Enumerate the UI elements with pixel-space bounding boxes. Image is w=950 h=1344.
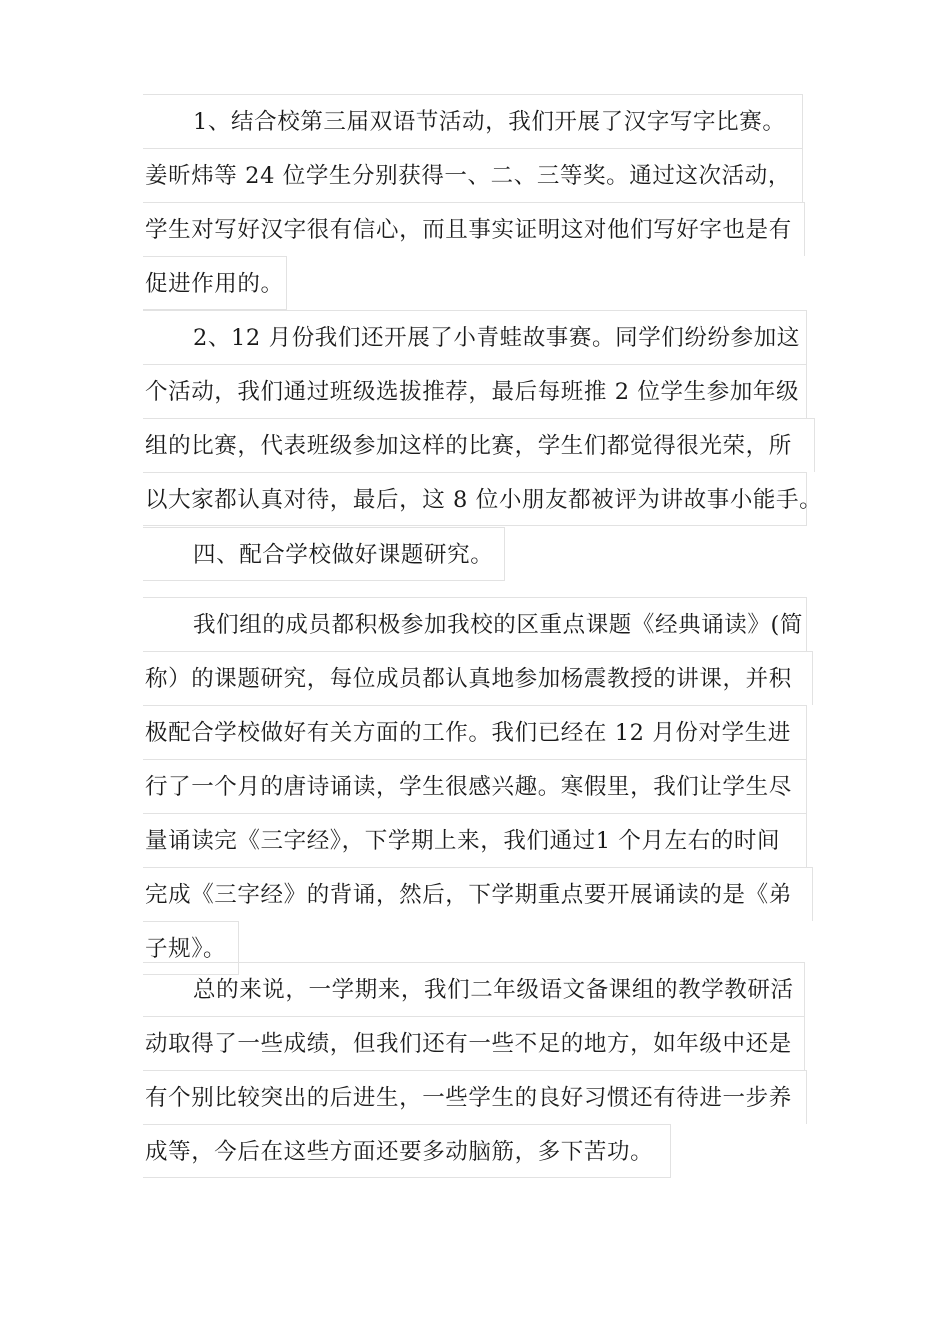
- text-line: 行了一个月的唐诗诵读，学生很感兴趣。寒假里，我们让学生尽: [143, 759, 807, 813]
- text-line: 我们组的成员都积极参加我校的区重点课题《经典诵读》(简: [143, 597, 807, 651]
- text-line: 促进作用的。: [143, 256, 287, 310]
- paragraph-summary: [143, 962, 807, 1178]
- text-line: 2、12 月份我们还开展了小青蛙故事赛。同学们纷纷参加这: [143, 310, 807, 364]
- paragraph-classics-reading: [143, 597, 813, 975]
- text-line: 称）的课题研究，每位成员都认真地参加杨震教授的讲课，并积: [143, 651, 813, 705]
- paragraph-writing-contest: [143, 94, 805, 310]
- text-line: 学生对写好汉字很有信心，而且事实证明这对他们写好字也是有: [143, 202, 805, 256]
- text-line: 以大家都认真对待，最后，这 8 位小朋友都被评为讲故事小能手。: [143, 472, 807, 526]
- text-line: 动取得了一些成绩，但我们还有一些不足的地方，如年级中还是: [143, 1016, 805, 1070]
- text-line: 完成《三字经》的背诵，然后，下学期重点要开展诵读的是《弟: [143, 867, 813, 921]
- text-line: 1、结合校第三届双语节活动，我们开展了汉字写字比赛。: [143, 94, 803, 148]
- text-line: 有个别比较突出的后进生，一些学生的良好习惯还有待进一步养: [143, 1070, 807, 1124]
- paragraph-story-contest: [143, 310, 823, 526]
- text-line: 量诵读完《三字经》，下学期上来，我们通过1 个月左右的时间: [143, 813, 807, 867]
- text-line: 组的比赛，代表班级参加这样的比赛，学生们都觉得很光荣，所: [143, 418, 815, 472]
- text-line: 成等，今后在这些方面还要多动脑筋，多下苦功。: [143, 1124, 671, 1178]
- text-line: 子规》。: [143, 921, 239, 975]
- text-line: 总的来说，一学期来，我们二年级语文备课组的教学教研活: [143, 962, 805, 1016]
- text-line: 个活动，我们通过班级选拔推荐，最后每班推 2 位学生参加年级: [143, 364, 807, 418]
- text-line: 极配合学校做好有关方面的工作。我们已经在 12 月份对学生进: [143, 705, 807, 759]
- text-line: 姜昕炜等 24 位学生分别获得一、二、三等奖。通过这次活动，: [143, 148, 803, 202]
- section-heading-research: [143, 527, 505, 581]
- heading-line: 四、配合学校做好课题研究。: [143, 527, 505, 581]
